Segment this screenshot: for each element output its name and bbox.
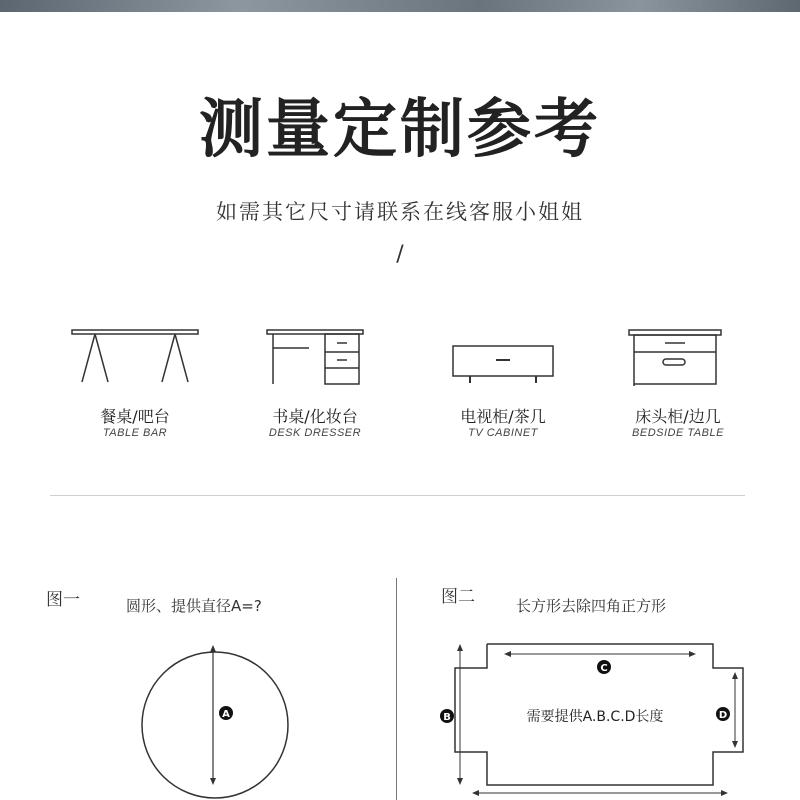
arrow-right-icon (689, 651, 696, 657)
arrow-up-icon (210, 645, 216, 652)
arrow-left-icon (472, 790, 479, 796)
figure2-label: 图二 (441, 587, 475, 607)
badge-d-letter: D (718, 710, 728, 721)
table-bar-icon (70, 326, 200, 386)
badge-c-letter: C (600, 663, 608, 674)
category-label-table-bar: 餐桌/吧台 (100, 407, 170, 426)
figure2-description: 长方形去除四角正方形 (516, 597, 667, 615)
section-divider (50, 495, 745, 496)
separator-slash: / (396, 242, 404, 267)
figure2-center-text: 需要提供A.B.C.D长度 (526, 709, 664, 725)
top-banner-strip (0, 0, 800, 12)
page-title: 测量定制参考 (199, 93, 601, 167)
category-label-tv-cabinet: 电视柜/茶几 (460, 407, 546, 426)
arrow-down-icon (732, 741, 738, 748)
desk-dresser-icon (265, 326, 365, 388)
arrow-up-icon (457, 644, 463, 651)
category-label-bedside-table: 床头柜/边几 (635, 407, 721, 426)
category-sublabel-tv-cabinet: TV CABINET (468, 427, 538, 439)
category-sublabel-table-bar: TABLE BAR (102, 427, 168, 439)
category-sublabel-desk-dresser: DESK DRESSER (268, 427, 362, 439)
category-label-desk-dresser: 书桌/化妆台 (272, 407, 358, 426)
arrow-right-icon (721, 790, 728, 796)
badge-a-letter: A (222, 709, 230, 720)
category-sublabel-bedside-table: BEDSIDE TABLE (632, 427, 724, 439)
notched-rectangle-diagram (430, 630, 770, 800)
circle-diagram (130, 635, 300, 800)
arrow-left-icon (504, 651, 511, 657)
circle-outline (142, 652, 288, 798)
figure-divider (396, 578, 397, 800)
tv-cabinet-icon (450, 326, 556, 386)
figure1-label: 图一 (46, 590, 80, 610)
figure1-description: 圆形、提供直径A=? (126, 597, 262, 615)
arrow-up-icon (732, 672, 738, 679)
arrow-down-icon (457, 778, 463, 785)
arrow-down-icon (210, 778, 216, 785)
bedside-table-icon (627, 326, 723, 388)
badge-b-letter: B (443, 712, 451, 723)
page-subtitle: 如需其它尺寸请联系在线客服小姐姐 (216, 200, 584, 224)
